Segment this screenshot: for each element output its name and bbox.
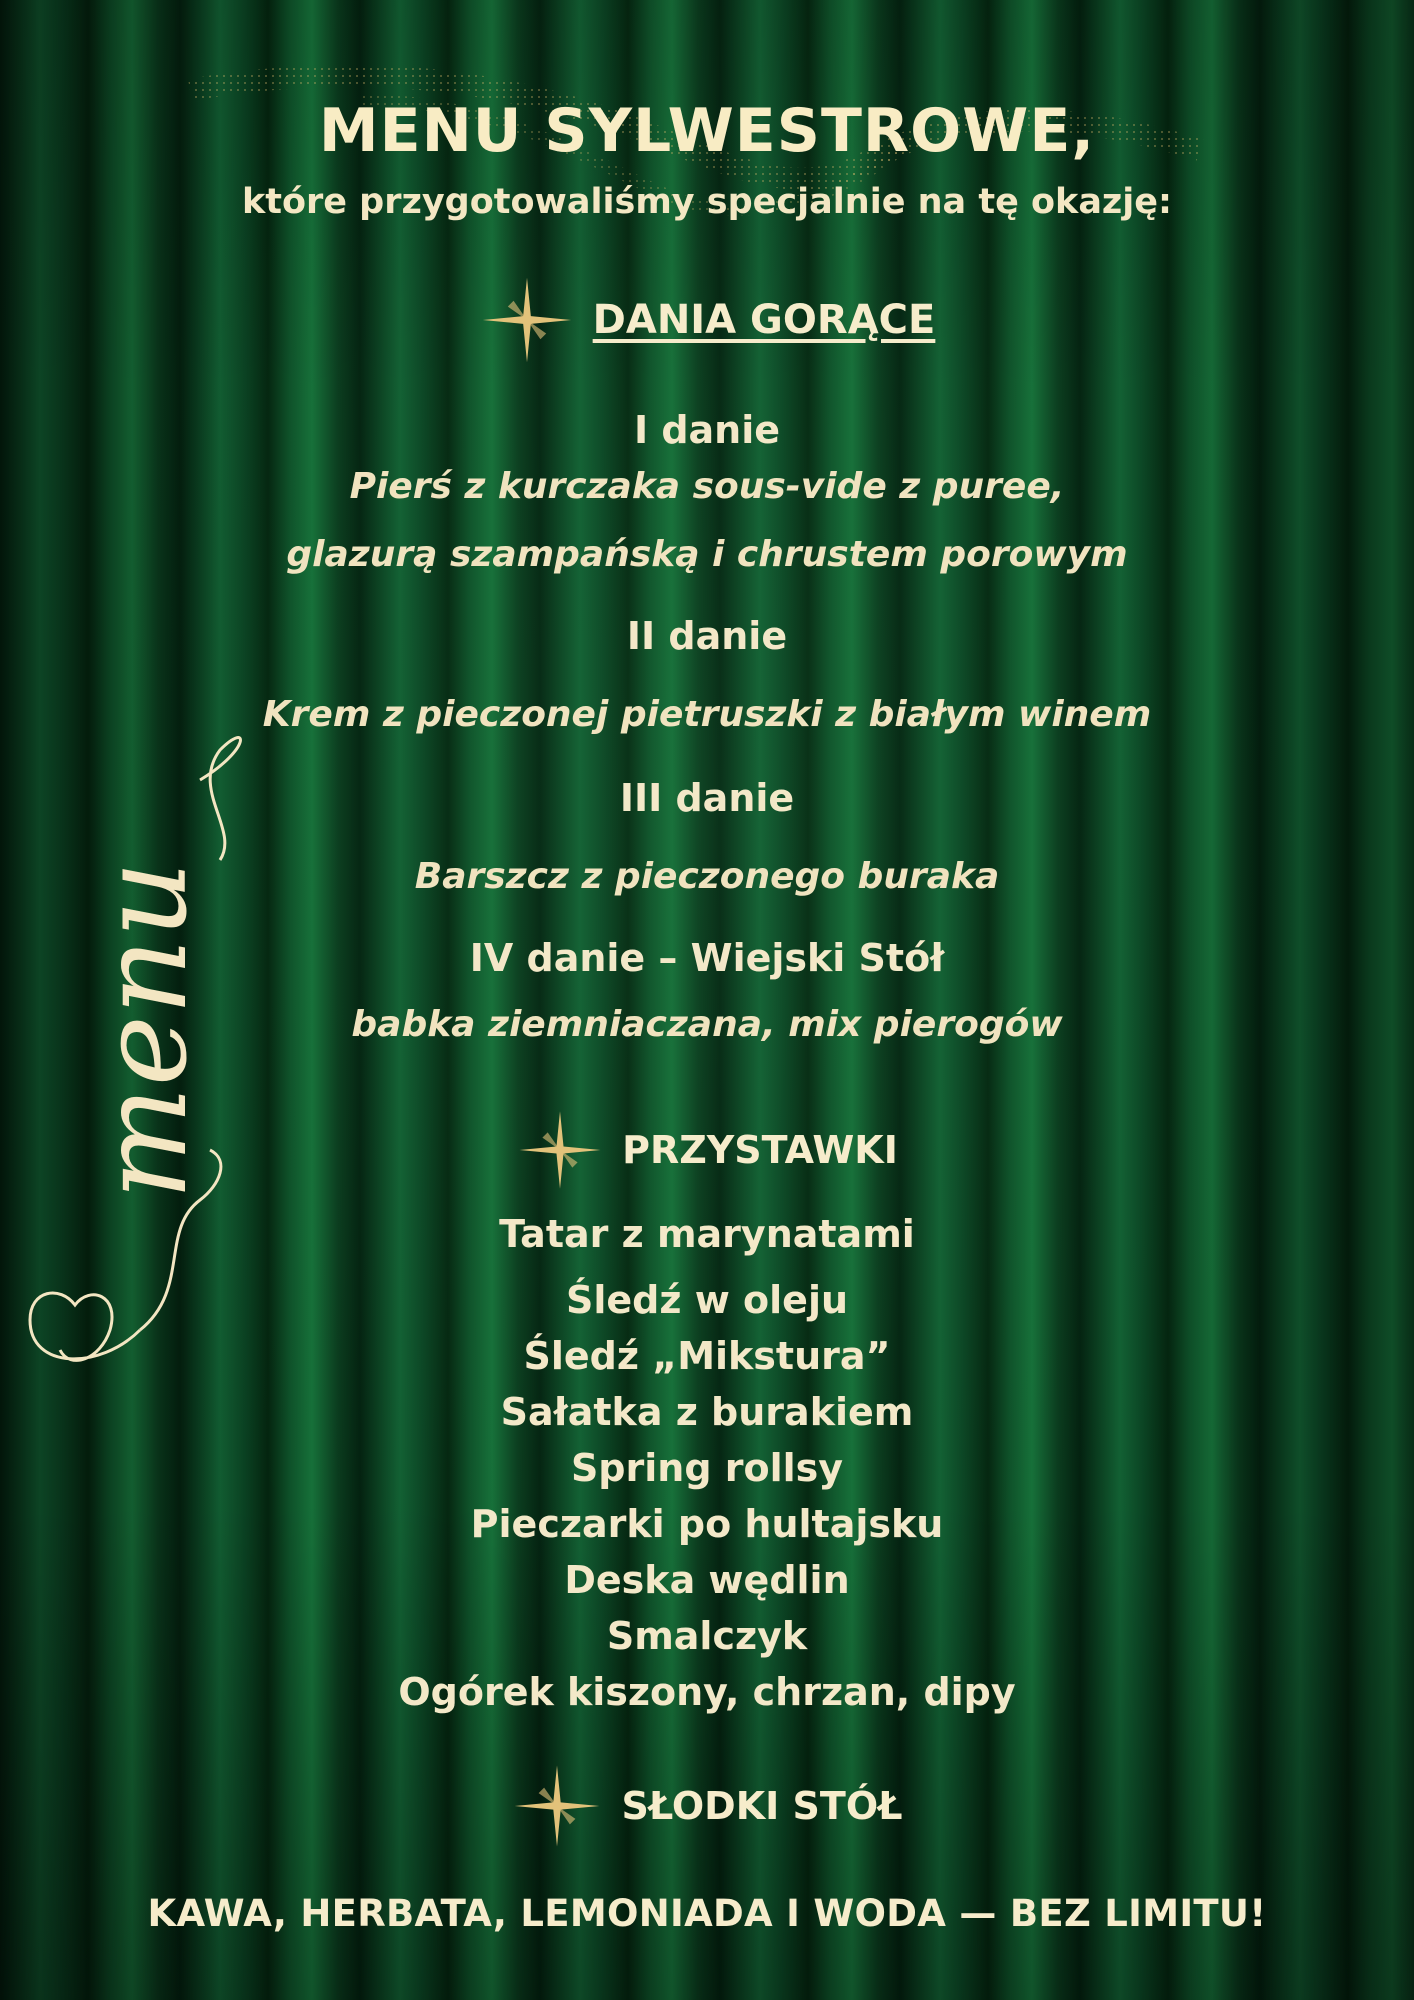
starter-item: Spring rollsy: [570, 1446, 844, 1490]
course-label: II danie: [626, 614, 788, 658]
starter-item: Tatar z marynatami: [499, 1212, 915, 1256]
sparkle-star-icon: [516, 1106, 604, 1194]
sparkle-star-icon: [511, 1760, 603, 1852]
course-dish: Pierś z kurczaka sous-vide z puree,: [349, 466, 1065, 507]
starter-item: Śledź „Mikstura”: [523, 1334, 891, 1378]
starter-item: Smalczyk: [606, 1614, 808, 1658]
course-dish: glazurą szampańską i chrustem porowym: [286, 534, 1128, 575]
dessert-heading-row: [0, 1760, 1414, 1852]
page-title: MENU SYLWESTROWE,: [318, 96, 1096, 166]
course-dish: Barszcz z pieczonego buraka: [414, 856, 1000, 897]
course-dish: babka ziemniaczana, mix pierogów: [351, 1004, 1063, 1045]
menu-script-decoration: [20, 730, 260, 1370]
course-dish: Krem z pieczonej pietruszki z białym winem: [262, 694, 1152, 735]
hot-dishes-heading-row: [0, 272, 1414, 368]
starter-item: Sałatka z burakiem: [500, 1390, 914, 1434]
starters-heading: PRZYSTAWKI: [622, 1128, 898, 1172]
starter-item: Deska wędlin: [564, 1558, 850, 1602]
course-label: III danie: [619, 776, 795, 820]
course-label: I danie: [633, 408, 781, 452]
dessert-heading: SŁODKI STÓŁ: [621, 1784, 903, 1828]
course-label: IV danie – Wiejski Stół: [469, 936, 945, 980]
sparkle-star-icon: [479, 272, 575, 368]
drinks-footer: KAWA, HERBATA, LEMONIADA I WODA — BEZ LIMITU!: [147, 1892, 1267, 1935]
starter-item: Pieczarki po hultajsku: [470, 1502, 944, 1546]
starter-item: Śledź w oleju: [565, 1278, 849, 1322]
page-subtitle: które przygotowaliśmy specjalnie na tę okazję:: [241, 182, 1173, 222]
menu-script-word: menu: [75, 860, 214, 1200]
starter-item: Ogórek kiszony, chrzan, dipy: [398, 1670, 1016, 1714]
hot-dishes-heading: DANIA GORĄCE: [592, 297, 936, 343]
